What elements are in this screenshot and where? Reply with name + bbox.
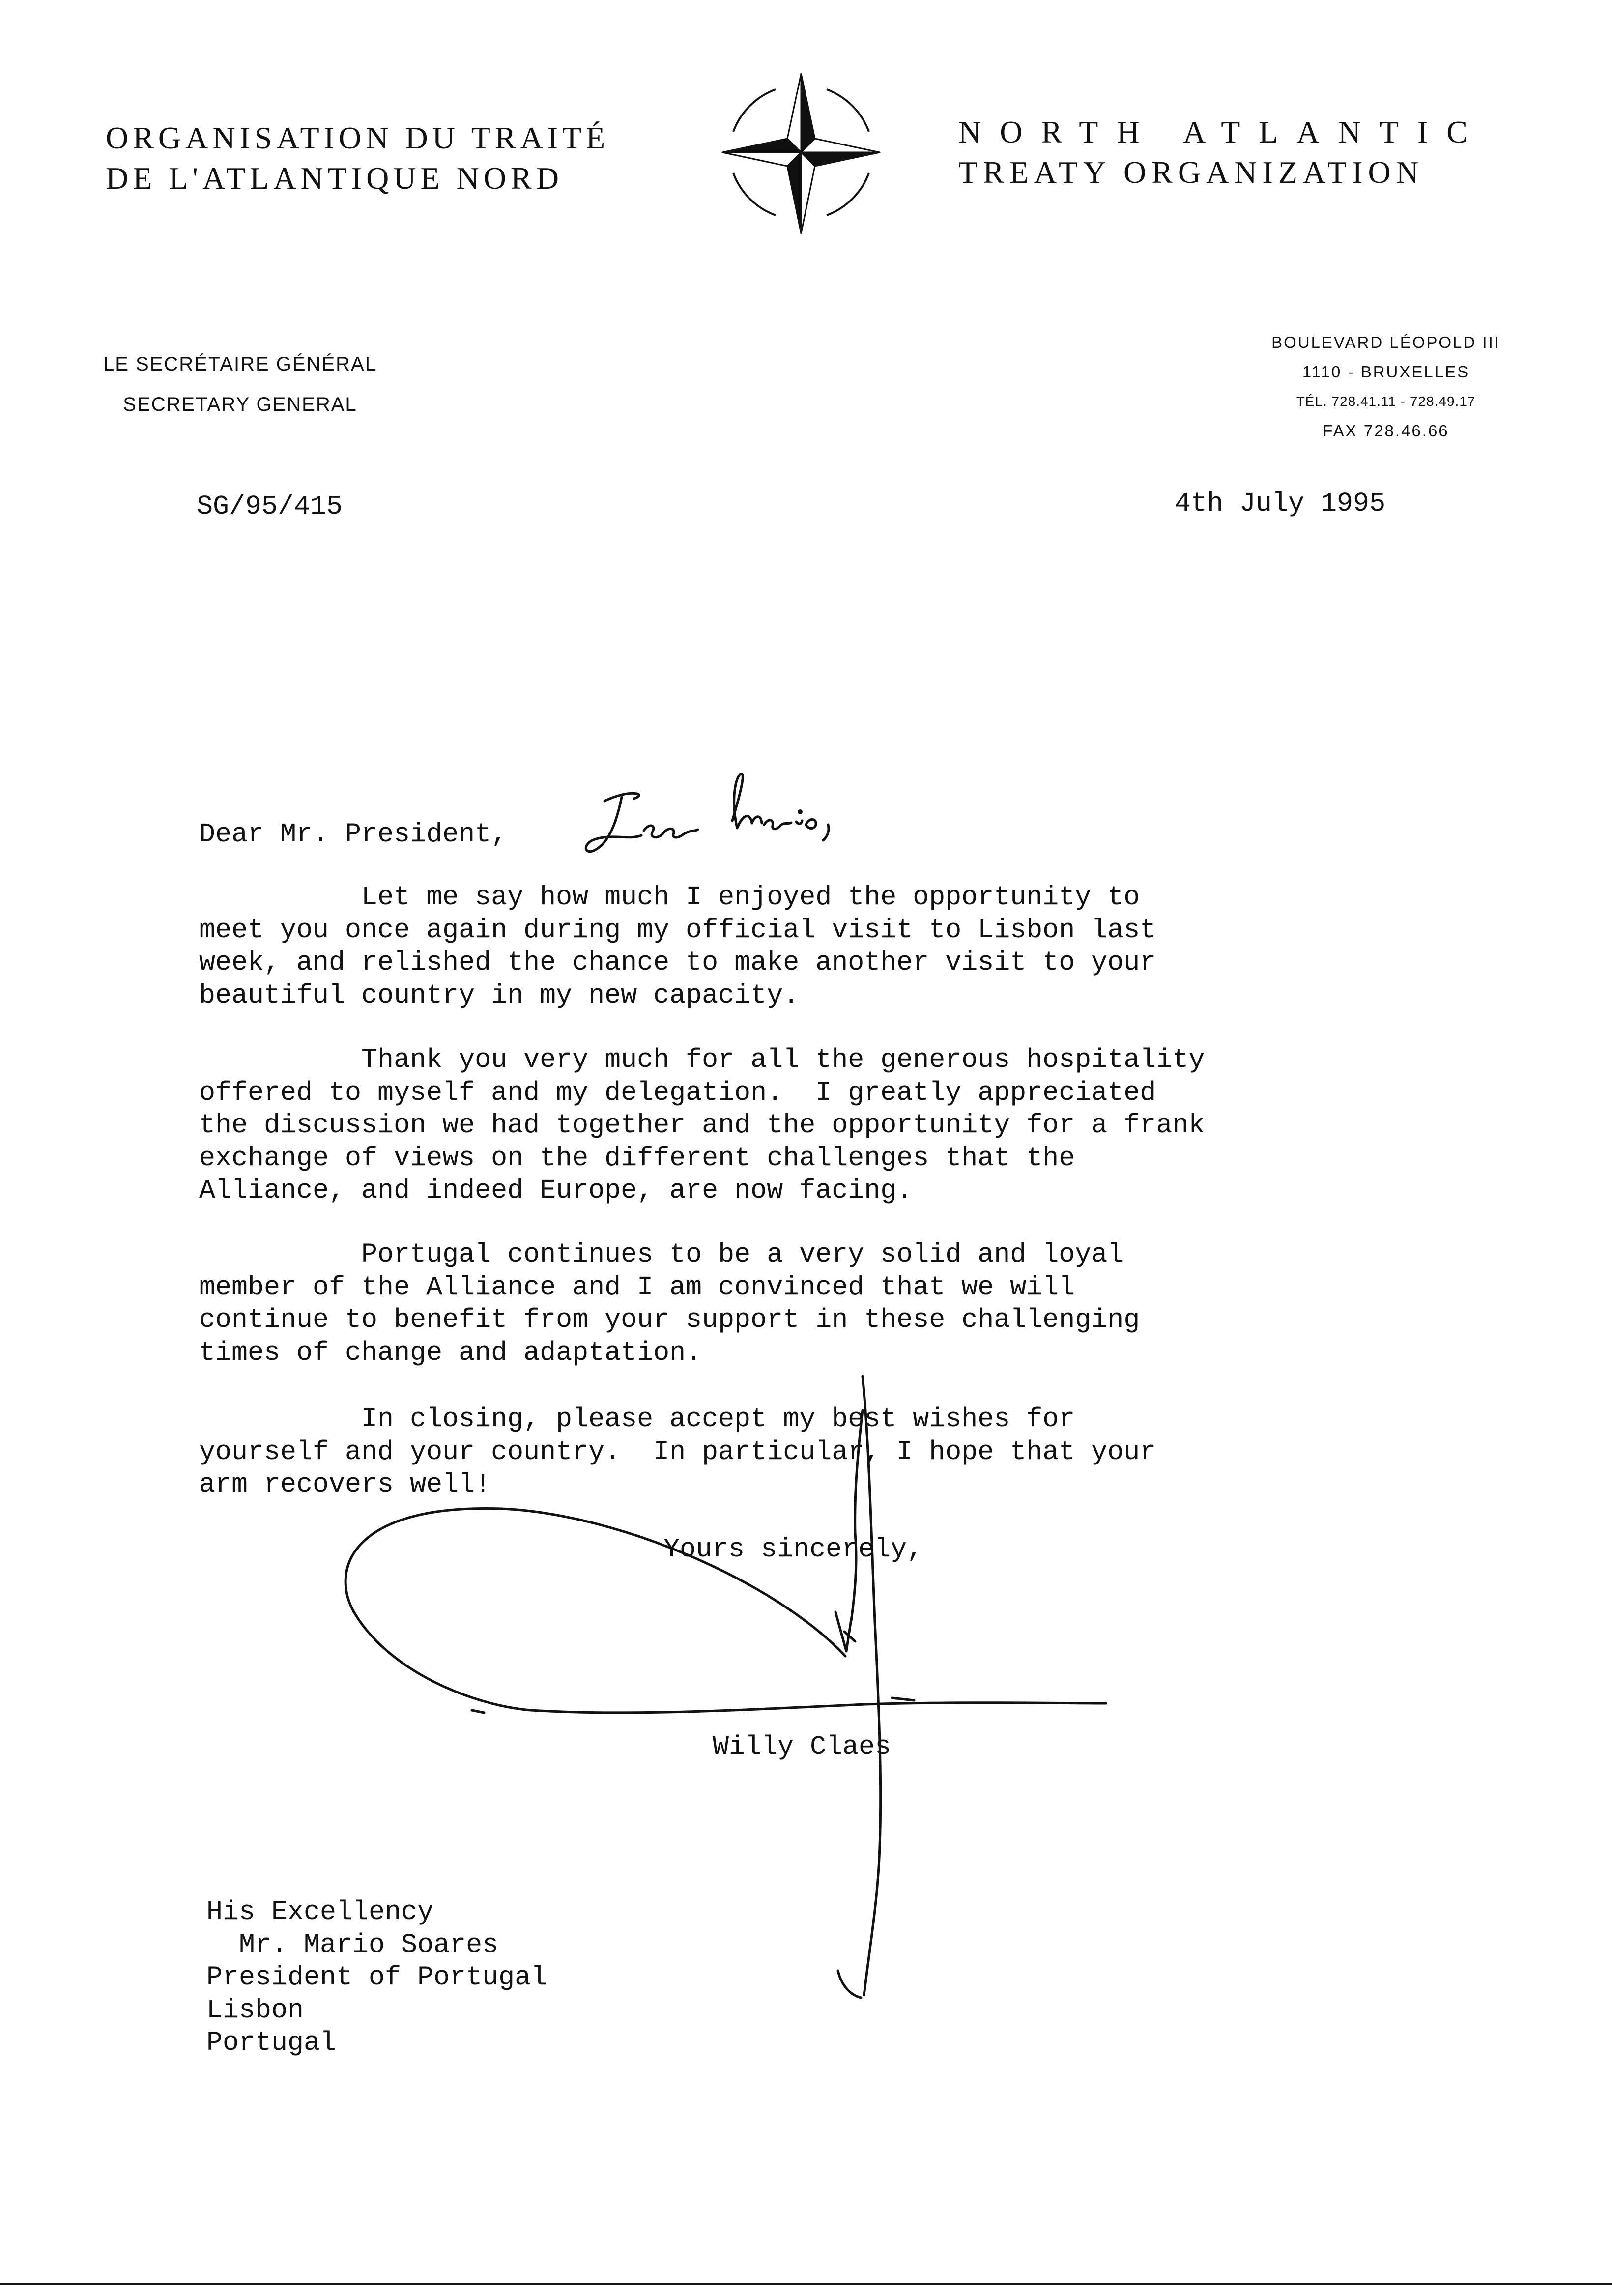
address-fax: FAX 728.46.66 (1323, 422, 1449, 440)
org-name-english-line-1: NORTH ATLANTIC (958, 115, 1486, 149)
body-line: Portugal continues to be a very solid and loyal (199, 1239, 1124, 1270)
body-paragraph-1 (199, 881, 1156, 1012)
body-line: offered to myself and my delegation. I greatly appreciated (199, 1077, 1156, 1108)
signer-name: Willy Claes (713, 1731, 892, 1762)
address-telephone: TÉL. 728.41.11 - 728.49.17 (1296, 394, 1476, 409)
handwritten-salutation (575, 767, 870, 865)
body-paragraph-3 (199, 1238, 1140, 1369)
addressee-line: Lisbon (206, 1994, 304, 2026)
body-line: times of change and adaptation. (199, 1337, 702, 1368)
addressee-block (206, 1896, 547, 2060)
body-line: continue to benefit from your support in these challenging (199, 1304, 1140, 1335)
body-line: arm recovers well! (199, 1469, 491, 1500)
addressee-line: Mr. Mario Soares (206, 1929, 499, 1960)
body-line: exchange of views on the different challenges that the (199, 1142, 1075, 1174)
footer-rule (0, 2283, 1612, 2286)
body-line: In closing, please accept my best wishes for (199, 1404, 1075, 1435)
address-street: BOULEVARD LÉOPOLD III (1271, 333, 1500, 351)
address-city: 1110 - BRUXELLES (1302, 363, 1470, 381)
salutation: Dear Mr. President, (199, 819, 508, 850)
office-title-english: SECRETARY GENERAL (123, 394, 357, 415)
body-paragraph-2 (199, 1044, 1205, 1207)
body-line: the discussion we had together and the opportunity for a frank (199, 1110, 1205, 1141)
office-address (1209, 328, 1563, 446)
body-line: week, and relished the chance to make another visit to your (199, 947, 1156, 978)
body-line: Let me say how much I enjoyed the opportunity to (199, 882, 1140, 913)
closing: Yours sincerely, (663, 1534, 923, 1565)
org-name-french-line-1: ORGANISATION DU TRAITÉ (106, 120, 610, 155)
body-line: yourself and your country. In particular, I hope that your (199, 1436, 1156, 1467)
body-line: meet you once again during my official visit to Lisbon last (199, 914, 1156, 946)
org-name-english (958, 112, 1486, 193)
body-line: member of the Alliance and I am convinced that we will (199, 1271, 1075, 1303)
org-name-french (106, 118, 609, 199)
nato-compass-star-icon (718, 69, 885, 238)
reference-number: SG/95/415 (197, 491, 343, 522)
addressee-line: His Excellency (206, 1896, 434, 1927)
letter-date: 4th July 1995 (1175, 488, 1386, 519)
office-title-french: LE SECRÉTAIRE GÉNÉRAL (103, 353, 377, 375)
addressee-line: President of Portugal (206, 1962, 547, 1993)
body-line: Thank you very much for all the generous hospitality (199, 1044, 1205, 1075)
org-name-english-line-2: TREATY ORGANIZATION (958, 155, 1424, 190)
body-line: beautiful country in my new capacity. (199, 979, 800, 1011)
body-line: Alliance, and indeed Europe, are now facing. (199, 1175, 913, 1206)
org-name-french-line-2: DE L'ATLANTIQUE NORD (106, 161, 563, 196)
addressee-line: Portugal (206, 2027, 337, 2058)
secretary-general-title (103, 344, 377, 425)
